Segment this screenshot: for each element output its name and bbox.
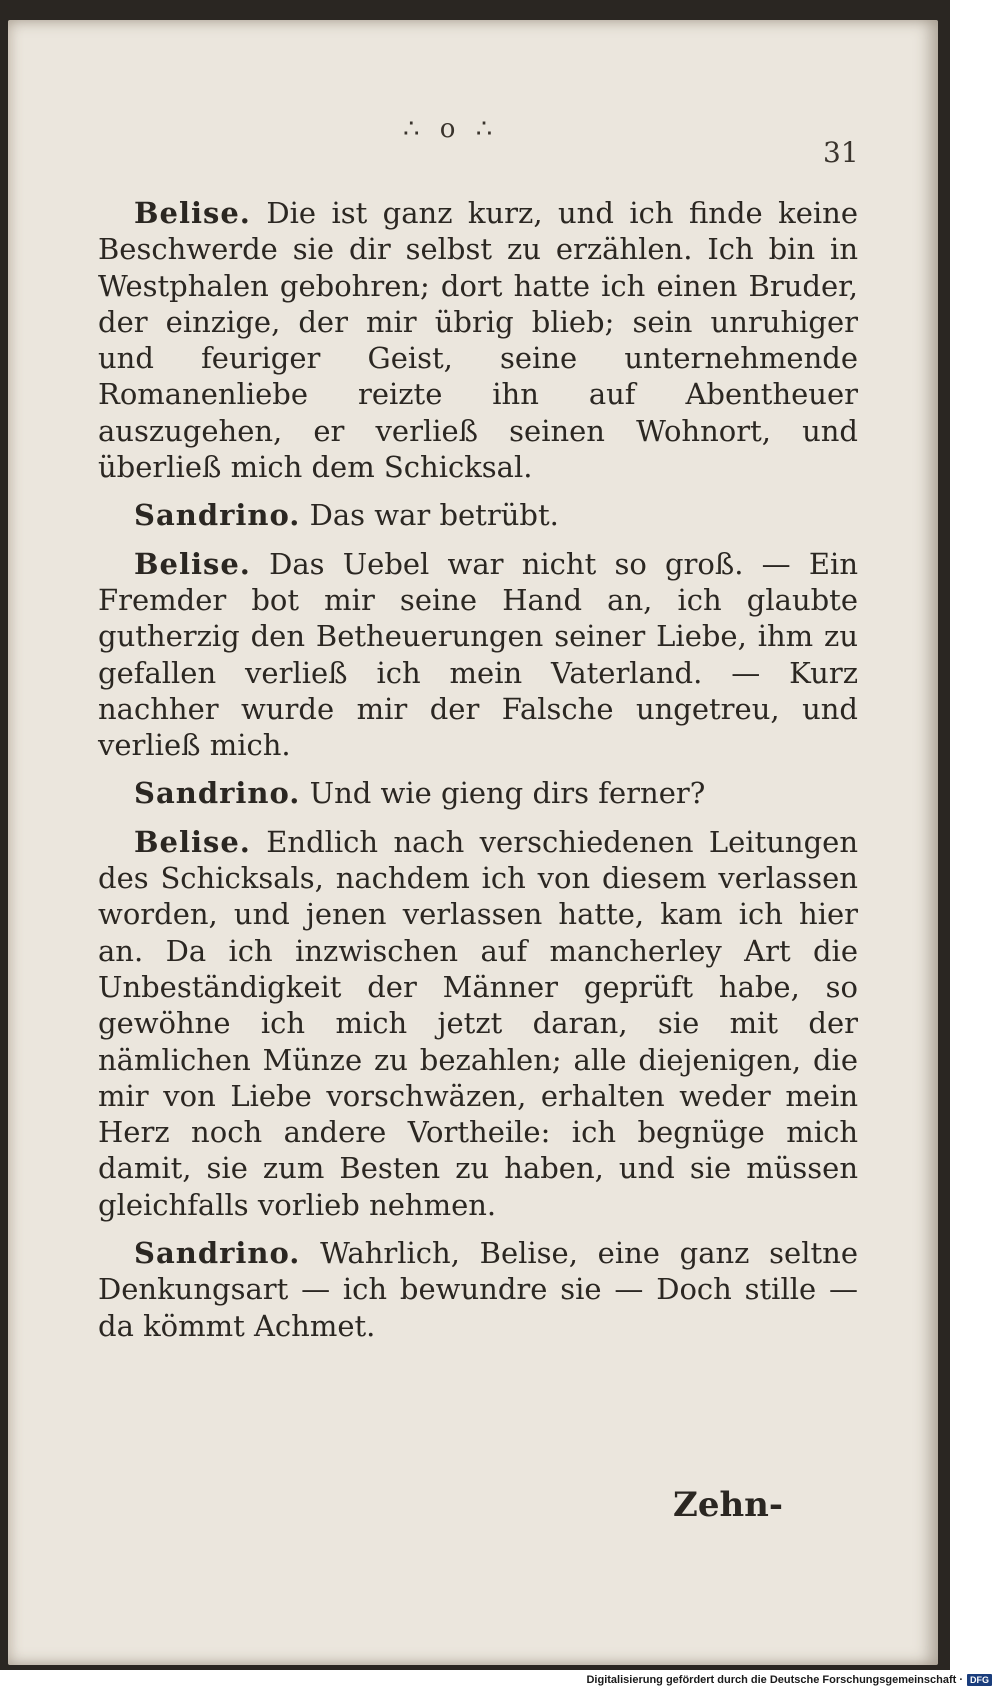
speaker-name: Sandrino. xyxy=(134,1236,301,1271)
speaker-name: Sandrino. xyxy=(134,776,301,811)
paragraph-text: Die ist ganz kurz, und ich finde keine Beschwerde sie dir selbst zu erzählen. Ich bin in Westphalen gebohren; dort hatte ich einen Bruder, der einzige, der mir übrig blieb; sein unruhiger und feuriger Geist, seine unternehmende Romanenliebe reizte ihn auf Abentheuer auszugehen, er verließ seinen Wohnort, und überließ mich dem Schicksal. xyxy=(98,196,858,485)
footer-credit: Digitalisierung gefördert durch die Deutsche Forschungsgemeinschaft · xyxy=(586,1674,963,1686)
page-number: 31 xyxy=(823,136,859,169)
speaker-name: Belise. xyxy=(134,546,251,581)
digitization-footer xyxy=(586,1674,992,1686)
catchword: Zehn- xyxy=(673,1485,784,1525)
paragraph-text: Das Uebel war nicht so groß. — Ein Fremder bot mir seine Hand an, ich glaubte gutherzig den Betheuerungen seiner Liebe, ihm zu gefallen verließ ich mein Vaterland. — Kurz nachher wurde mir der Falsche ungetreu, und verließ mich. xyxy=(98,546,859,763)
paragraph xyxy=(98,1235,858,1344)
book-page xyxy=(8,20,938,1665)
paragraph-text: Das war betrübt. xyxy=(309,498,559,533)
speaker-name: Belise. xyxy=(134,824,251,859)
speaker-name: Belise. xyxy=(134,196,251,230)
ornament: ∴ o ∴ xyxy=(403,114,499,144)
paragraph xyxy=(98,775,858,811)
paragraph-text: Wahrlich, Belise, eine ganz seltne Denkungsart — ich bewundre sie — Doch stille — da kömmt Achmet. xyxy=(98,1236,858,1343)
paragraph xyxy=(98,195,858,485)
speaker-name: Sandrino. xyxy=(134,498,301,533)
paragraph xyxy=(98,497,858,533)
dfg-logo-icon: DFG xyxy=(967,1674,992,1686)
paragraph xyxy=(98,546,858,764)
paragraph-text: Und wie gieng dirs ferner? xyxy=(309,776,706,811)
paragraph xyxy=(98,824,858,1223)
dialogue-text xyxy=(98,195,858,1356)
paragraph-text: Endlich nach verschiedenen Leitungen des Schicksals, nachdem ich von diesem verlassen worden, und jenen verlassen hatte, kam ich hier an. Da ich inzwischen auf mancherley Art die Unbeständigkeit der Männer geprüft habe, so gewöhne ich mich jetzt daran, sie mit der nämlichen Münze zu bezahlen; alle diejenigen, die mir von Liebe vorschwäzen, erhalten weder mein Herz noch andere Vortheile: ich begnüge mich damit, sie zum Besten zu haben, und sie müssen gleichfalls vorlieb nehmen. xyxy=(98,824,858,1222)
